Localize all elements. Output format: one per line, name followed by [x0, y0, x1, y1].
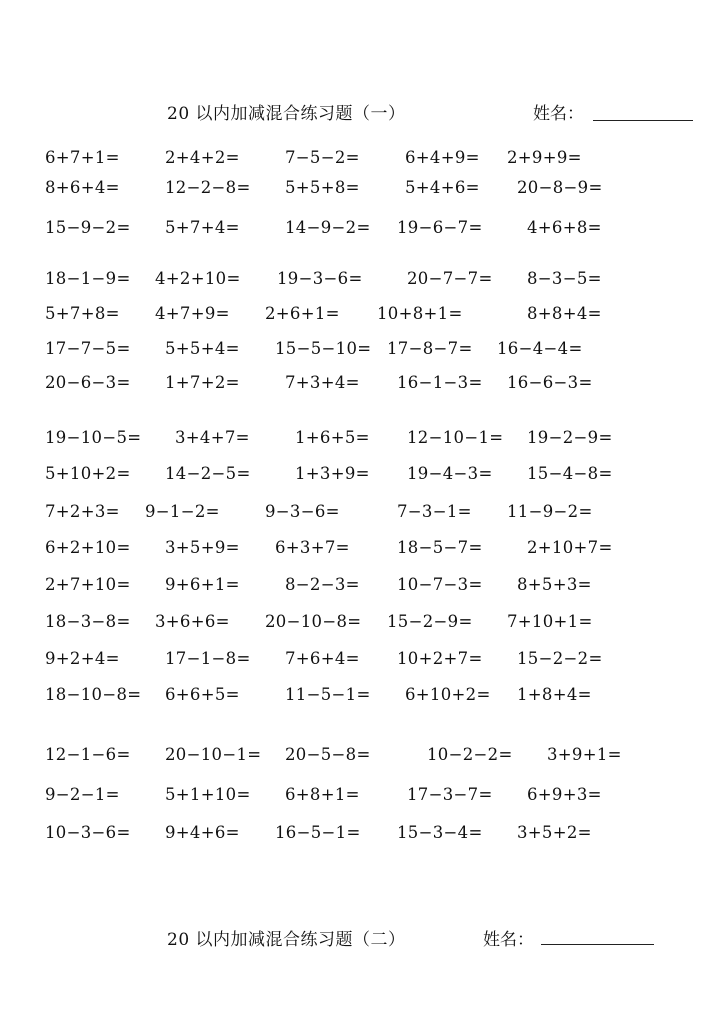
problem-item: 8+8+4=: [527, 304, 602, 323]
problem-item: 20−7−7=: [407, 269, 493, 288]
sheet-2-name-blank[interactable]: [541, 944, 654, 945]
problem-item: 14−2−5=: [165, 464, 251, 483]
problem-item: 15−2−9=: [387, 612, 473, 631]
sheet-1-name-label: 姓名：: [533, 104, 584, 124]
problem-item: 2+10+7=: [527, 538, 613, 557]
problem-item: 8−2−3=: [285, 575, 360, 594]
problem-item: 8+5+3=: [517, 575, 592, 594]
problem-item: 7+6+4=: [285, 649, 360, 668]
problem-item: 1+6+5=: [295, 428, 370, 447]
problem-item: 19−6−7=: [397, 218, 483, 237]
problem-item: 10−2−2=: [427, 745, 513, 764]
problem-item: 6+9+3=: [527, 785, 602, 804]
problem-item: 7+2+3=: [45, 502, 120, 521]
problem-item: 1+7+2=: [165, 373, 240, 392]
problem-item: 4+6+8=: [527, 218, 602, 237]
problem-item: 7+10+1=: [507, 612, 593, 631]
problem-item: 9−3−6=: [265, 502, 340, 521]
problem-item: 5+7+8=: [45, 304, 120, 323]
problem-item: 10−7−3=: [397, 575, 483, 594]
problem-item: 7−5−2=: [285, 148, 360, 167]
problem-item: 9−2−1=: [45, 785, 120, 804]
problem-item: 3+9+1=: [547, 745, 622, 764]
problem-item: 5+7+4=: [165, 218, 240, 237]
problem-item: 1+3+9=: [295, 464, 370, 483]
problem-item: 20−5−8=: [285, 745, 371, 764]
problem-item: 20−10−8=: [265, 612, 362, 631]
problem-item: 2+9+9=: [507, 148, 582, 167]
problem-item: 6+6+5=: [165, 685, 240, 704]
problem-item: 5+5+4=: [165, 339, 240, 358]
problem-item: 5+4+6=: [405, 178, 480, 197]
problem-item: 18−10−8=: [45, 685, 142, 704]
problem-item: 5+1+10=: [165, 785, 251, 804]
problem-item: 8+6+4=: [45, 178, 120, 197]
problem-item: 2+7+10=: [45, 575, 131, 594]
problem-item: 20−8−9=: [517, 178, 603, 197]
problem-item: 19−10−5=: [45, 428, 142, 447]
problem-item: 7−3−1=: [397, 502, 472, 521]
problem-item: 3+6+6=: [155, 612, 230, 631]
problem-item: 6+8+1=: [285, 785, 360, 804]
problem-item: 5+5+8=: [285, 178, 360, 197]
problem-item: 15−4−8=: [527, 464, 613, 483]
sheet-1-title: 20 以内加减混合练习题（一）: [167, 104, 406, 124]
problem-item: 4+7+9=: [155, 304, 230, 323]
problem-item: 18−3−8=: [45, 612, 131, 631]
problem-item: 12−10−1=: [407, 428, 504, 447]
problem-item: 6+2+10=: [45, 538, 131, 557]
problem-item: 15−9−2=: [45, 218, 131, 237]
problem-item: 16−4−4=: [497, 339, 583, 358]
problem-item: 18−5−7=: [397, 538, 483, 557]
problem-item: 19−3−6=: [277, 269, 363, 288]
problem-item: 3+5+9=: [165, 538, 240, 557]
problem-item: 17−8−7=: [387, 339, 473, 358]
problem-item: 6+4+9=: [405, 148, 480, 167]
problem-item: 16−5−1=: [275, 823, 361, 842]
problem-item: 7+3+4=: [285, 373, 360, 392]
problem-item: 16−1−3=: [397, 373, 483, 392]
problem-item: 3+5+2=: [517, 823, 592, 842]
problem-item: 6+3+7=: [275, 538, 350, 557]
sheet-2-title: 20 以内加减混合练习题（二）: [167, 930, 406, 950]
problem-item: 19−4−3=: [407, 464, 493, 483]
problem-item: 15−3−4=: [397, 823, 483, 842]
sheet-1-name-blank[interactable]: [593, 120, 693, 121]
problem-item: 11−9−2=: [507, 502, 593, 521]
problem-item: 17−3−7=: [407, 785, 493, 804]
problem-item: 9+2+4=: [45, 649, 120, 668]
problem-item: 10+8+1=: [377, 304, 463, 323]
problem-item: 2+6+1=: [265, 304, 340, 323]
sheet-2-name-label: 姓名：: [483, 930, 534, 950]
problem-item: 6+10+2=: [405, 685, 491, 704]
problem-item: 17−7−5=: [45, 339, 131, 358]
problem-item: 14−9−2=: [285, 218, 371, 237]
problem-item: 8−3−5=: [527, 269, 602, 288]
problem-item: 1+8+4=: [517, 685, 592, 704]
problem-item: 19−2−9=: [527, 428, 613, 447]
problem-item: 9+4+6=: [165, 823, 240, 842]
problem-item: 20−6−3=: [45, 373, 131, 392]
problem-item: 9−1−2=: [145, 502, 220, 521]
problem-item: 2+4+2=: [165, 148, 240, 167]
problem-item: 15−2−2=: [517, 649, 603, 668]
problem-item: 10+2+7=: [397, 649, 483, 668]
problem-item: 10−3−6=: [45, 823, 131, 842]
problem-item: 11−5−1=: [285, 685, 371, 704]
problem-item: 15−5−10=: [275, 339, 372, 358]
problem-item: 18−1−9=: [45, 269, 131, 288]
problem-item: 3+4+7=: [175, 428, 250, 447]
problem-item: 20−10−1=: [165, 745, 262, 764]
problem-item: 5+10+2=: [45, 464, 131, 483]
problem-item: 16−6−3=: [507, 373, 593, 392]
problem-item: 12−2−8=: [165, 178, 251, 197]
problem-item: 4+2+10=: [155, 269, 241, 288]
problem-item: 6+7+1=: [45, 148, 120, 167]
problem-item: 9+6+1=: [165, 575, 240, 594]
problem-item: 17−1−8=: [165, 649, 251, 668]
problem-item: 12−1−6=: [45, 745, 131, 764]
